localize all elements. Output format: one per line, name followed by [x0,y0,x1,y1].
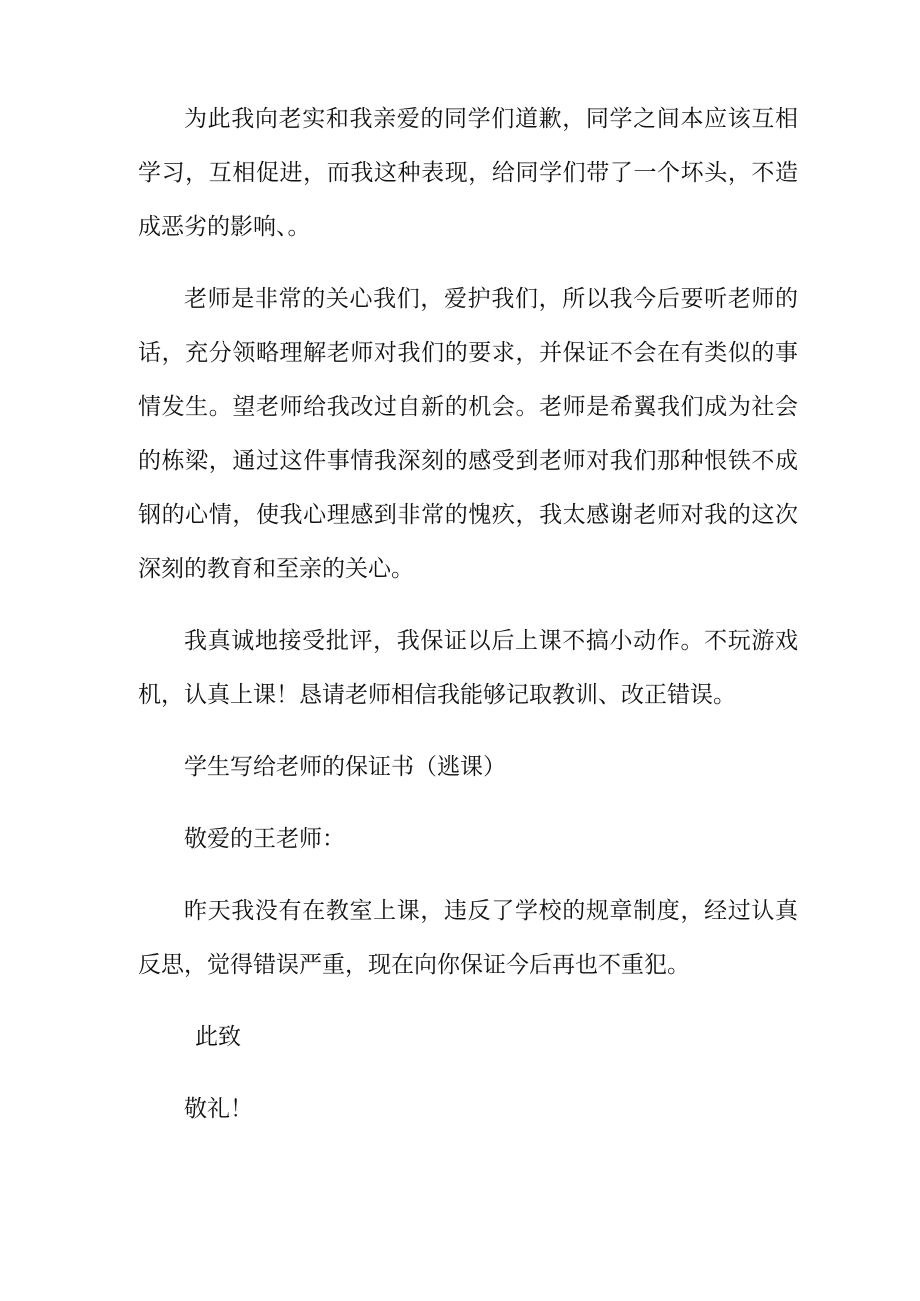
document-body [138,92,798,1154]
section-title: 学生写给老师的保证书（逃课） [184,754,506,780]
paragraph-absence: 昨天我没有在教室上课，违反了学校的规章制度，经过认真反思，觉得错误严重，现在向你保证今后再也不重犯。 [138,898,798,978]
paragraph-promise: 我真诚地接受批评，我保证以后上课不搞小动作。不玩游戏机，认真上课！恳请老师相信我能够记取教训、改正错误。 [138,628,798,708]
salutation: 敬爱的王老师： [184,826,345,852]
closing-phrase: 此致 [195,1024,241,1050]
paragraph-apology: 为此我向老实和我亲爱的同学们道歉，同学之间本应该互相学习，互相促进，而我这种表现，给同学们带了一个坏头，不造成恶劣的影响、。 [138,106,798,240]
closing-salute: 敬礼！ [184,1096,253,1122]
paragraph-teacher-care: 老师是非常的关心我们，爱护我们，所以我今后要听老师的话，充分领略理解老师对我们的要求，并保证不会在有类似的事情发生。望老师给我改过自新的机会。老师是希翼我们成为社会的栋梁，通过这件事情我深刻的感受到老师对我们那种恨铁不成钢的心情，使我心理感到非常的愧疚，我太感谢老师对我的这次深刻的教育和至亲的关心。 [138,286,798,582]
